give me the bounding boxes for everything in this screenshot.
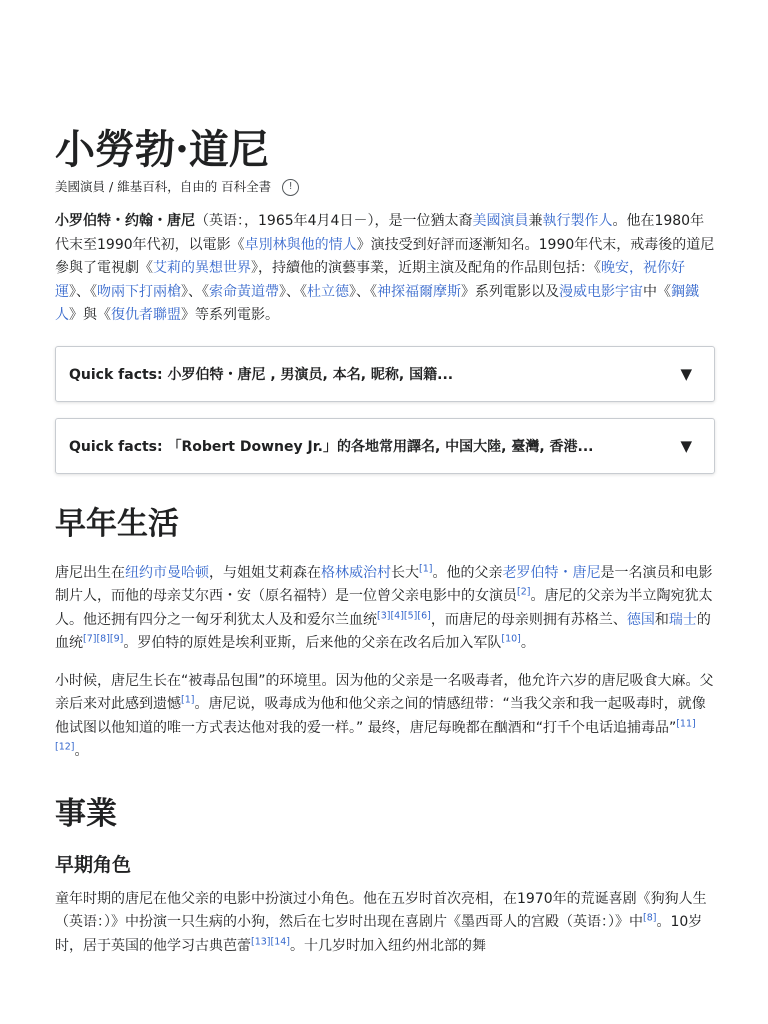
info-icon[interactable]: ! xyxy=(282,179,299,196)
short-description: 美國演員 / 維基百科，自由的 百科全書 xyxy=(55,179,272,194)
link-zodiac[interactable]: 索命黃道帶 xyxy=(209,283,279,300)
section-heading-career: 事業 xyxy=(55,795,117,832)
link-actor[interactable]: 美國演員 xyxy=(472,213,529,229)
article xyxy=(55,0,715,958)
quick-facts-infobox-toggle[interactable] xyxy=(55,346,715,402)
reference-link[interactable]: [2] xyxy=(517,586,531,598)
link-avengers[interactable]: 復仇者聯盟 xyxy=(111,307,181,323)
early-life-paragraph-2: 小时候，唐尼生长在“被毒品包围”的环境里。因为他的父亲是一名吸毒者，他允许六岁的唐尼吸食大麻。父亲后来对此感到遗憾[1]。唐尼说，吸毒成为他和他父亲之间的情感纽带：“当我父亲和我一起吸毒时，就像他试图以他知道的唯一方式表达他对我的爱一样。” 最终，唐尼每晚都在酗酒和“打千个电话追捕毒品”[11][12]。 xyxy=(55,672,714,759)
reference-link[interactable]: [1] xyxy=(181,694,195,706)
reference-link[interactable]: [1] xyxy=(419,562,433,574)
link-mcu[interactable]: 漫威电影宇宙 xyxy=(559,283,643,300)
link-sherlock[interactable]: 神探福爾摩斯 xyxy=(377,283,461,300)
link-ally-mcbeal[interactable]: 艾莉的異想世界 xyxy=(153,260,251,276)
quick-facts-names-toggle[interactable] xyxy=(55,418,715,474)
early-life-paragraph-1: 唐尼出生在纽约市曼哈顿，与姐姐艾莉森在格林威治村长大[1]。他的父亲老罗伯特・唐尼是一名演员和电影制片人，而他的母亲艾尔西・安（原名福特）是一位曾父亲电影中的女演员[2]。唐尼的父亲为半立陶宛犹太人。他还拥有四分之一匈牙利犹太人及和爱尔兰血统[3][4][5][6]，而唐尼的母亲则拥有苏格兰、德国和瑞士的血统[7][8][9]。罗伯特的原姓是埃利亚斯，后来他的父亲在改名后加入军队[10]。 xyxy=(55,562,713,651)
page-title: 小勞勃·道尼 xyxy=(55,126,269,173)
link-dolittle[interactable]: 杜立德 xyxy=(307,283,349,300)
reference-link[interactable]: [11][12] xyxy=(55,717,696,753)
link-producer[interactable]: 執行製作人 xyxy=(542,213,613,229)
reference-link[interactable]: [3][4][5][6] xyxy=(377,609,431,621)
quick-facts-label: Quick facts: 「Robert Downey Jr.」的各地常用譯名, 中国大陸, 臺灣, 香港... xyxy=(69,438,594,455)
reference-link[interactable]: [10] xyxy=(501,633,521,645)
reference-link[interactable]: [13][14] xyxy=(251,935,291,947)
link-greenwich-village[interactable]: 格林威治村 xyxy=(321,564,391,581)
triangle-down-icon: ▼ xyxy=(680,364,692,383)
link-chaplin[interactable]: 卓別林與他的情人 xyxy=(244,236,357,253)
triangle-down-icon: ▼ xyxy=(680,436,692,455)
link-manhattan[interactable]: 纽约市曼哈顿 xyxy=(125,564,209,581)
link-good-night[interactable]: 晚安，祝你好運 xyxy=(55,260,685,300)
career-paragraph-1: 童年时期的唐尼在他父亲的电影中扮演过小角色。他在五岁时首次亮相，在1970年的荒诞喜剧《狗狗人生（英语：）》中扮演一只生病的小狗，然后在七岁时出现在喜剧片《墨西哥人的宫殿（英语：）》中[8]。10岁时，居于英国的他学习古典芭蕾[13][14]。十几岁时加入纽约州北部的舞 xyxy=(55,890,707,954)
quick-facts-label: Quick facts: 小罗伯特・唐尼 , 男演员, 本名, 昵称, 国籍... xyxy=(69,366,454,383)
link-iron-man[interactable]: 鋼鐵人 xyxy=(55,283,699,323)
reference-link[interactable]: [7][8][9] xyxy=(83,633,124,645)
link-switzerland[interactable]: 瑞士 xyxy=(668,611,697,628)
page-subtitle xyxy=(55,178,715,196)
lead-paragraph: 小罗伯特・约翰・唐尼（英语：，1965年4月4日－），是一位猶太裔美國演員兼執行製作人。他在1980年代末至1990年代初，以電影《卓別林與他的情人》演技受到好評而逐漸知名。1990年代末，戒毒後的道尼參與了電視劇《艾莉的異想世界》，持續他的演藝事業，近期主演及配角的作品則包括：《晚安，祝你好運》、《吻兩下打兩槍》、《索命黃道帶》、《杜立德》、《神探福爾摩斯》系列電影以及漫威电影宇宙中《鋼鐵人》與《復仇者聯盟》等系列電影。 xyxy=(55,213,715,323)
section-heading-early-life: 早年生活 xyxy=(55,505,179,542)
link-germany[interactable]: 德国 xyxy=(626,611,655,628)
link-robert-downey-sr[interactable]: 老罗伯特・唐尼 xyxy=(502,564,601,581)
link-kiss-kiss[interactable]: 吻兩下打兩槍 xyxy=(97,283,181,300)
subsection-heading-early-roles: 早期角色 xyxy=(55,853,132,876)
reference-link[interactable]: [8] xyxy=(643,912,657,924)
